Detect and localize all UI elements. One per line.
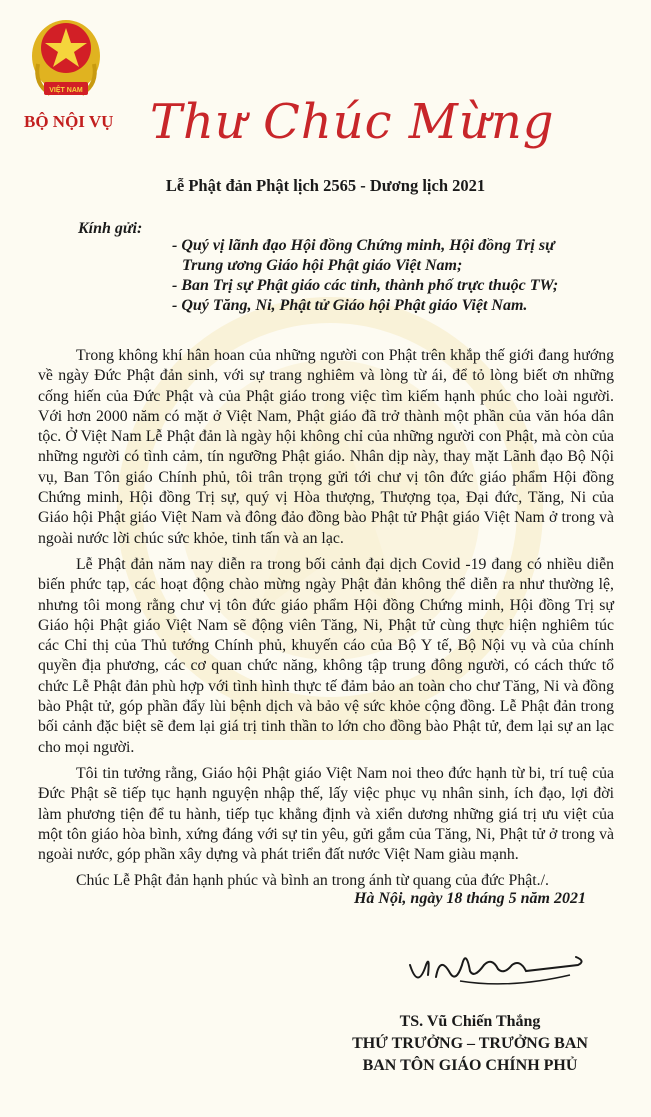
signer-title: THỨ TRƯỞNG – TRƯỞNG BAN	[352, 1035, 588, 1052]
signer-name: TS. Vũ Chiến Thắng	[399, 1013, 541, 1030]
body-paragraph: Tôi tin tưởng rằng, Giáo hội Phật giáo Việt Nam noi theo đức hạnh từ bi, trí tuệ của Đức Phật sẽ tiếp tục hạnh nguyện nhập thế, lấy việc phục vụ nhân sinh, ích đạo, lợi đời làm phương tiện để tu hành, tiếp tục khẳng định và xiển dương những giá trị ưu việt của một tôn giáo hòa bình, xứng đáng với sự tin yêu, gửi gắm của Tăng, Ni, Phật tử ở trong và ngoài nước, góp phần xây dựng và phát triển đất nước Việt Nam giàu mạnh.	[38, 764, 614, 864]
letter-date: Hà Nội, ngày 18 tháng 5 năm 2021	[353, 890, 586, 907]
recipient-line: - Quý vị lãnh đạo Hội đồng Chứng minh, Hội đồng Trị sự	[172, 237, 555, 254]
letter-subtitle: Lễ Phật đản Phật lịch 2565 - Dương lịch 2021	[165, 176, 486, 195]
salutation-label: Kính gửi:	[78, 220, 143, 237]
body-paragraph: Lễ Phật đản năm nay diễn ra trong bối cảnh đại dịch Covid -19 đang có nhiều diễn biến phức tạp, các hoạt động chào mừng ngày Phật đản không thể diễn ra như thường lệ, nhưng tôi mong rằng chư vị tôn đức giáo phẩm Hội đồng Chứng minh, Hội đồng Trị sự Giáo hội Phật giáo Việt Nam sẽ động viên Tăng, Ni, Phật tử cùng thực hiện nghiêm túc các Chỉ thị của Thủ tướng Chính phủ, khuyến cáo của Bộ Y tế, Bộ Nội vụ và của chính quyền địa phương, các cơ quan chức năng, không tập trung đông người, có cách thức tổ chức Lễ Phật đản phù hợp với tình hình thực tế đảm bảo an toàn cho chư Tăng, Ni và đồng bào Phật tử, góp phần đẩy lùi bệnh dịch và bảo vệ sức khỏe cộng đồng. Lễ Phật đản trong bối cảnh đặc biệt sẽ đem lại giá trị tinh thần to lớn cho đồng bào Phật tử, đem lại sự an lạc cho mọi người.	[38, 555, 614, 756]
ministry-name: BỘ NỘI VỤ	[24, 112, 114, 131]
letter-title: Thư Chúc Mừng	[150, 94, 555, 150]
body-paragraph: Trong không khí hân hoan của những người con Phật trên khắp thế giới đang hướng về ngày Đức Phật đản sinh, với sự trang nghiêm và lòng từ ái, để tỏ lòng biết ơn những cống hiến của Đức Phật và của Phật giáo trong việc tìm kiếm hạnh phúc cho loài người. Với hơn 2000 năm có mặt ở Việt Nam, Phật giáo đã trở thành một phần của văn hóa dân tộc. Ở Việt Nam Lễ Phật đản là ngày hội không chỉ của những người con Phật, mà còn của những người có tình cảm, tín ngưỡng Phật giáo. Nhân dịp này, thay mặt Lãnh đạo Bộ Nội vụ, Ban Tôn giáo Chính phủ, tôi trân trọng gửi tới chư vị tôn đức giáo phẩm Hội đồng Chứng minh, Hội đồng Trị sự, quý vị Hòa thượng, Thượng tọa, Đại đức, Tăng, Ni của Giáo hội Phật giáo Việt Nam và đông đảo đồng bào Phật tử Phật giáo Việt Nam ở trong và ngoài nước lời chúc sức khỏe, tinh tấn và an lạc.	[38, 347, 614, 547]
signer-block	[320, 1011, 620, 1077]
national-emblem	[30, 14, 102, 106]
recipient-line: Trung ương Giáo hội Phật giáo Việt Nam;	[182, 257, 463, 274]
recipients-list	[172, 236, 632, 316]
emblem-ribbon-text: VIỆT NAM	[49, 87, 83, 94]
recipient-line: - Ban Trị sự Phật giáo các tỉnh, thành phố trực thuộc TW;	[172, 277, 559, 294]
signer-organization: BAN TÔN GIÁO CHÍNH PHỦ	[362, 1057, 578, 1074]
handwritten-signature	[400, 935, 600, 995]
body-paragraph: Chúc Lễ Phật đản hạnh phúc và bình an trong ánh từ quang của đức Phật./.	[76, 872, 549, 890]
recipient-line: - Quý Tăng, Ni, Phật tử Giáo hội Phật giáo Việt Nam.	[172, 297, 528, 314]
letter-body	[38, 346, 614, 898]
